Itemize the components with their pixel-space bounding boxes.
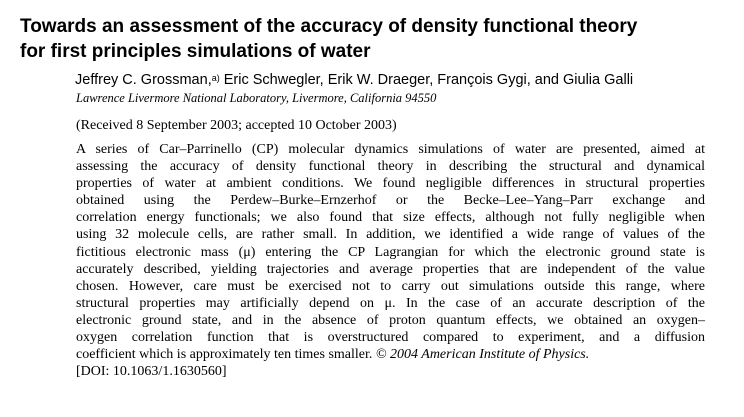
abstract-line: correlation energy functionals; we also found that size effects, although not fully negligible when [76,210,705,226]
abstract-line: properties of water at ambient conditions. We found negligible differences in structural properties [76,176,705,192]
abstract-line: using 32 molecule cells, are rather small. In addition, we identified a wide range of values of the [76,227,705,243]
abstract-line: structural properties may artificially depend on μ. In the case of an accurate description of the [76,295,705,311]
affiliation: Lawrence Livermore National Laboratory, Livermore, California 94550 [76,91,437,105]
paper-title [20,14,735,64]
copyright-notice: © 2004 American Institute of Physics. [375,347,590,363]
abstract-line: A series of Car–Parrinello (CP) molecular dynamics simulations of water are presented, aimed at [76,142,705,157]
title-line-2: for first principles simulations of water [20,41,371,62]
received-dates: (Received 8 September 2003; accepted 10 October 2003) [76,118,397,133]
doi-reference: [DOI: 10.1063/1.1630560] [76,364,227,380]
authors-rest: Eric Schwegler, Erik W. Draeger, François Gygi, and Giulia Galli [219,72,634,88]
abstract [76,141,705,380]
abstract-line: assessing the accuracy of density functional theory in describing the structural and dynamical [76,159,705,175]
author-first: Jeffrey C. Grossman, [75,72,212,88]
abstract-line: fictitious electronic mass (μ) entering the CP Lagrangian for which the electronic ground state is [76,244,705,260]
author-list [75,71,735,89]
abstract-line: chosen. However, care must be exercised not to carry out simulations outside this range, where [76,278,705,294]
author-footnote-marker: a) [211,73,220,83]
abstract-line: oxygen correlation function that is overstructured compared to experiment, and a diffusion [76,330,705,346]
title-line-1: Towards an assessment of the accuracy of density functional theory [20,16,638,37]
abstract-line: accurately described, yielding trajectories and average properties that are independent of the value [76,261,705,277]
abstract-line: obtained using the Perdew–Burke–Ernzerhof or the Becke–Lee–Yang–Parr exchange and [76,193,705,209]
abstract-closing-text: coefficient which is approximately ten times smaller. [76,347,373,363]
abstract-last-line [76,346,705,363]
abstract-line: electronic ground state, and in the absence of proton quantum effects, we obtained an oxygen– [76,312,705,328]
